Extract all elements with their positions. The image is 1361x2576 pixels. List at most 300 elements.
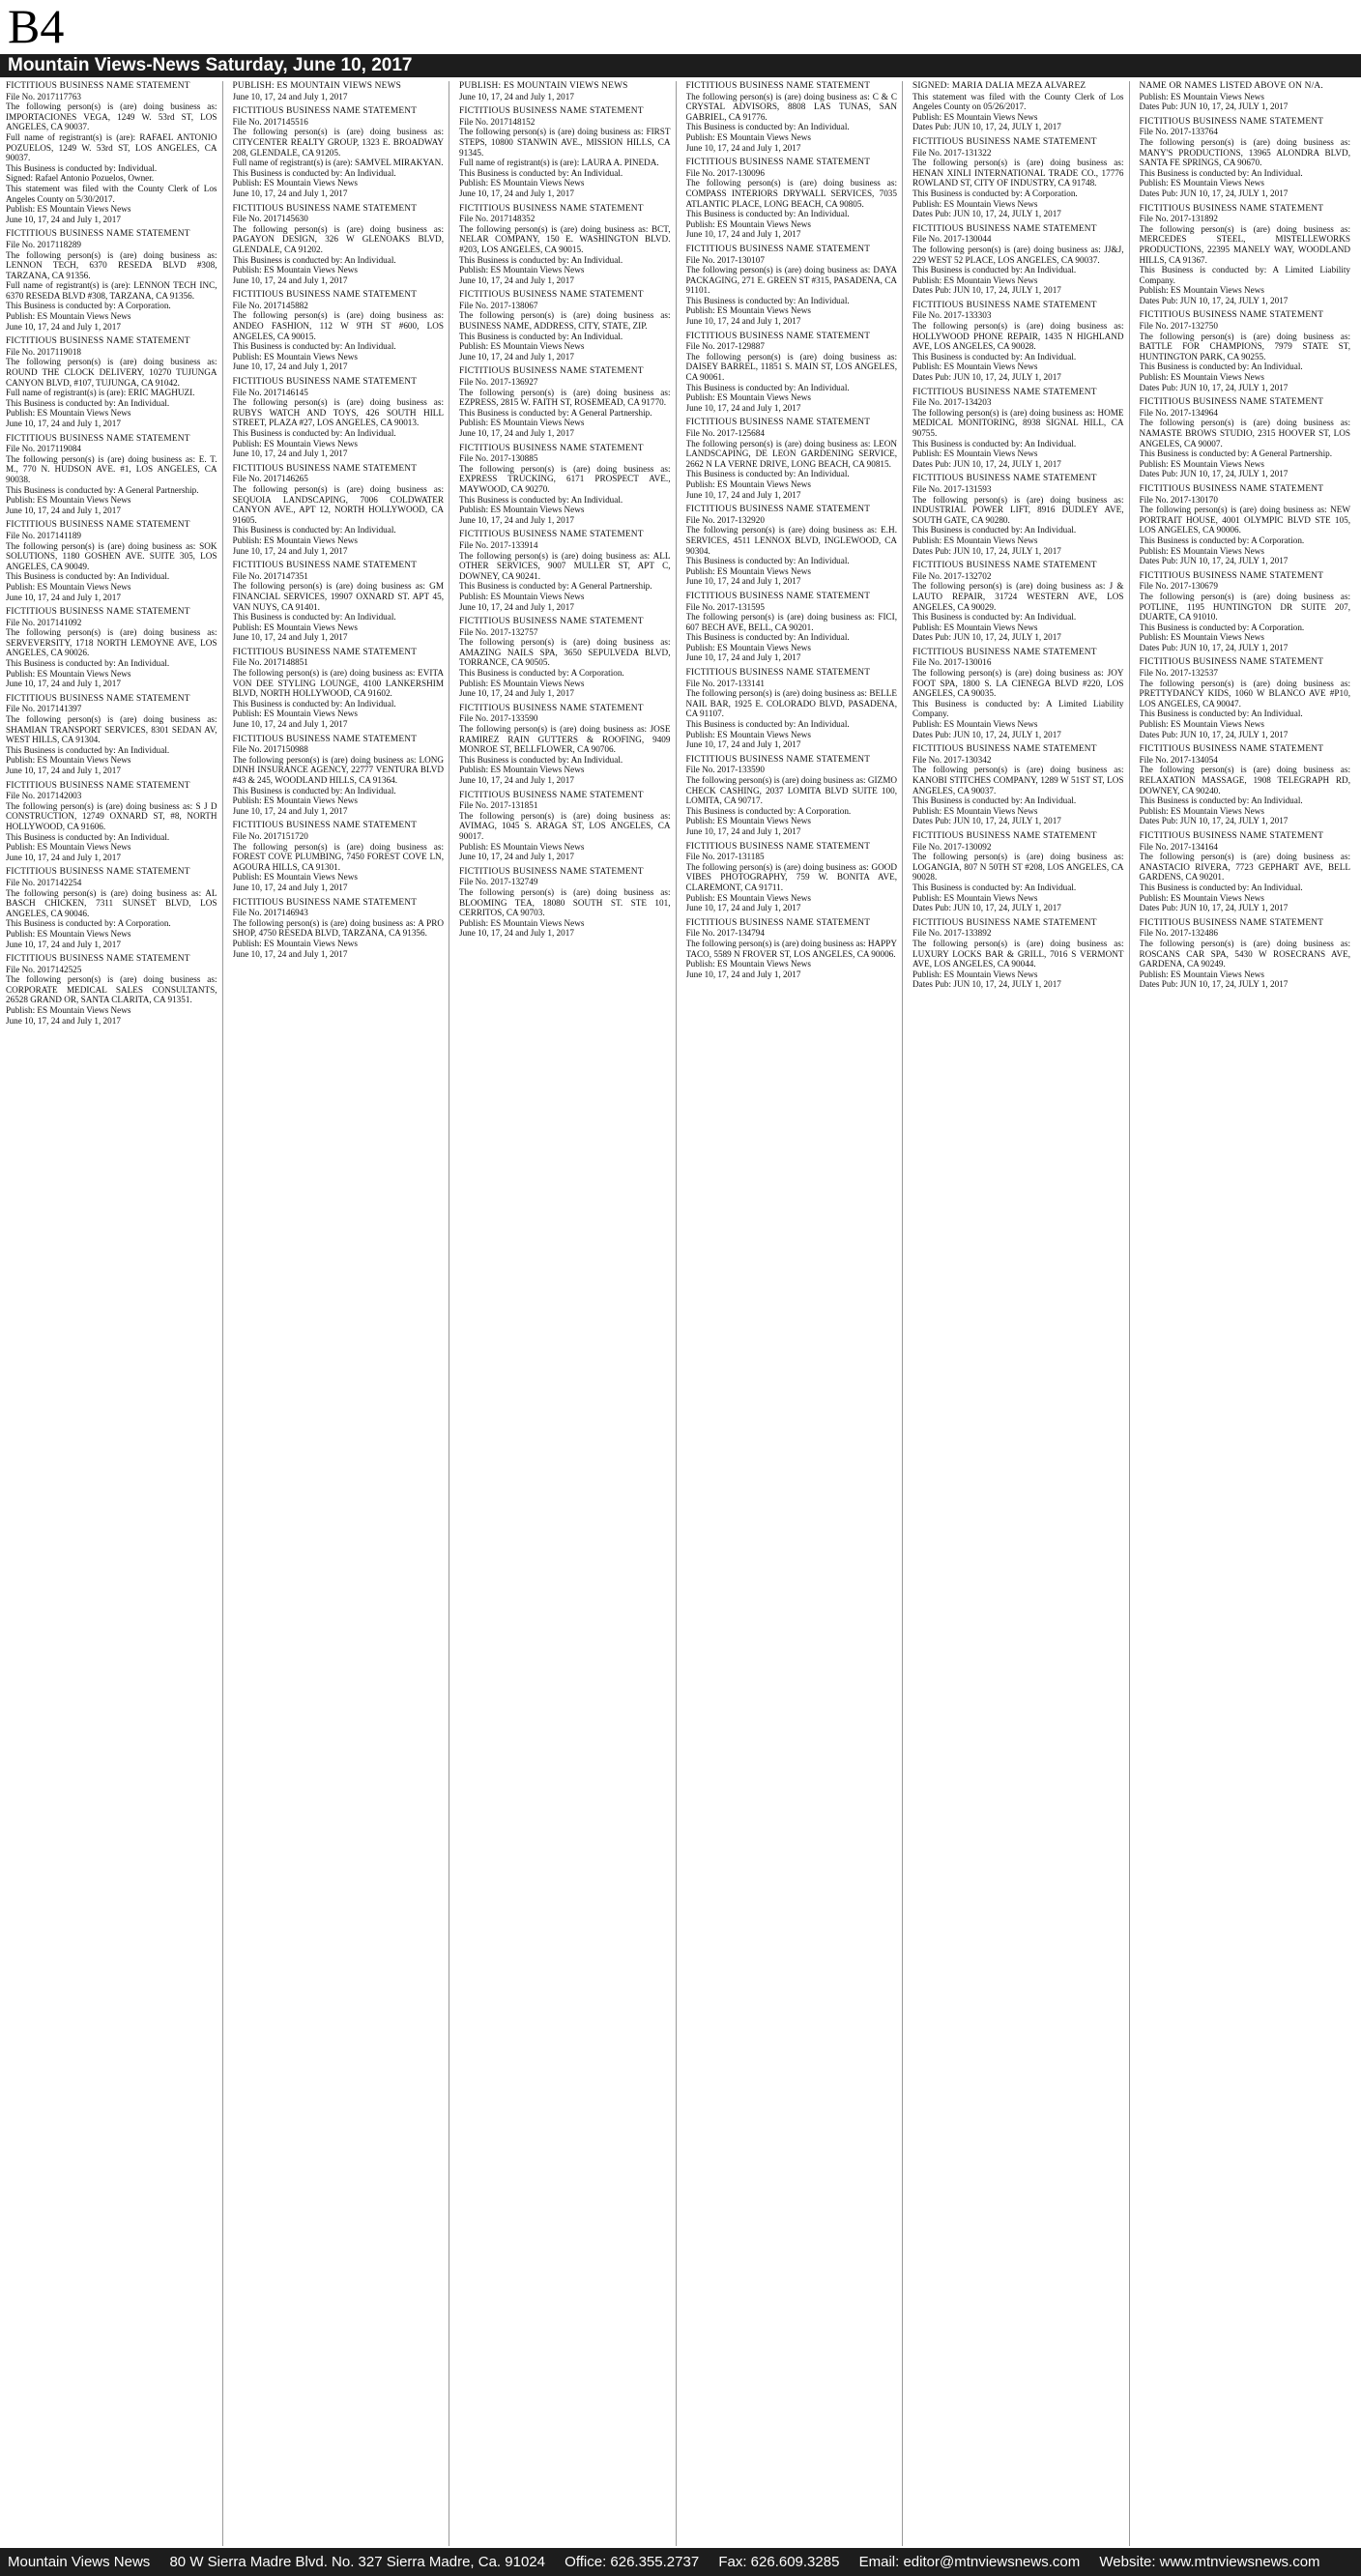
legal-notice: [1140, 204, 1351, 306]
notice-title: FICTITIOUS BUSINESS NAME STATEMENT: [459, 866, 644, 877]
notice-text: June 10, 17, 24 and July 1, 2017: [6, 939, 121, 949]
notice-text: File No. 2017-131593: [912, 483, 992, 494]
notice-text: Publish: ES Mountain Views News: [459, 841, 585, 852]
notice-title: FICTITIOUS BUSINESS NAME STATEMENT: [6, 433, 190, 444]
notice-text: This Business is conducted by: A Limited Liability Company.: [912, 698, 1124, 719]
notice-text: Publish: ES Mountain Views News: [232, 622, 358, 632]
notice-text: June 10, 17, 24 and July 1, 2017: [6, 1015, 121, 1026]
notice-text: This Business is conducted by: An Individual.: [685, 122, 850, 132]
notice-text: The following person(s) is (are) doing business as: A PRO SHOP, 4750 RESEDA BLVD, TARZANA, CA 91356.: [232, 917, 444, 939]
notice-text: File No. 2017148851: [232, 657, 308, 668]
legal-notice: [912, 81, 1124, 132]
notice-text: Publish: ES Mountain Views News: [459, 265, 585, 275]
legal-notice: [686, 592, 898, 663]
notice-text: This Business is conducted by: An Individual.: [232, 785, 396, 796]
notice-title: FICTITIOUS BUSINESS NAME STATEMENT: [912, 917, 1097, 928]
notice-text: Dates Pub: JUN 10, 17, 24, JULY 1, 2017: [1139, 469, 1289, 479]
notice-title: FICTITIOUS BUSINESS NAME STATEMENT: [912, 830, 1097, 841]
notice-title: FICTITIOUS BUSINESS NAME STATEMENT: [459, 290, 644, 301]
notice-text: June 10, 17, 24 and July 1, 2017: [685, 402, 801, 413]
notice-text: The following person(s) is (are) doing business as: FOREST COVE PLUMBING, 7450 FOREST COVE LN, AGOURA HILLS, CA 91301.: [232, 841, 444, 872]
notice-text: Full name of registrant(s) is (are): RAFAEL ANTONIO POZUELOS, 1249 W. 53rd ST, LOS ANGELES, CA 90037.: [6, 131, 217, 163]
notice-text: Publish: ES Mountain Views News: [912, 892, 1038, 903]
notice-text: Publish: ES Mountain Views News: [459, 178, 585, 188]
legal-notice: [6, 434, 217, 516]
notice-text: The following person(s) is (are) doing business as: S J D CONSTRUCTION, 12749 OXNARD ST, #8, NORTH HOLLYWOOD, CA 91606.: [6, 800, 217, 831]
notice-text: This Business is conducted by: An Individual.: [6, 831, 170, 842]
notice-text: Publish: ES Mountain Views News: [1139, 545, 1264, 556]
notice-text: This Business is conducted by: A Corporation.: [459, 668, 624, 679]
notice-text: File No. 2017-133590: [685, 765, 765, 775]
notice-text: Publish: ES Mountain Views News: [1139, 969, 1264, 979]
notice-text: This Business is conducted by: An Individual.: [459, 754, 623, 765]
notice-text: The following person(s) is (are) doing business as: RUBYS WATCH AND TOYS, 426 SOUTH HILL STREET, PLAZA #27, LOS ANGELES, CA 90013.: [232, 397, 444, 428]
notice-text: June 10, 17, 24 and July 1, 2017: [232, 805, 348, 816]
notice-text: This Business is conducted by: An Individual.: [685, 556, 850, 566]
notice-title: FICTITIOUS BUSINESS NAME STATEMENT: [459, 443, 644, 453]
notice-column: [233, 81, 450, 2546]
legal-notice: [6, 781, 217, 863]
notice-text: The following person(s) is (are) doing business as: BCT, NELAR COMPANY, 150 E. WASHINGTON BLVD. #203, LOS ANGELES, CA 90015.: [459, 223, 671, 254]
notice-text: The following person(s) is (are) doing business as: ROSCANS CAR SPA, 5430 W ROSECRANS AVE, GARDENA, CA 90249.: [1139, 938, 1350, 970]
notice-text: This Business is conducted by: An Individual.: [232, 167, 396, 178]
notice-text: File No. 2017-130679: [1139, 581, 1218, 592]
notice-text: This Business is conducted by: An Individual.: [912, 882, 1077, 892]
footer-fax: Fax: 626.609.3285: [718, 2554, 840, 2570]
notice-column: [686, 81, 904, 2546]
notice-text: Publish: ES Mountain Views News: [6, 581, 131, 592]
notice-title: PUBLISH: ES MOUNTAIN VIEWS NEWS: [459, 81, 628, 91]
notice-text: June 10, 17, 24 and July 1, 2017: [685, 142, 801, 153]
notice-title: NAME OR NAMES LISTED ABOVE ON N/A.: [1139, 81, 1323, 91]
notice-text: Publish: ES Mountain Views News: [1139, 458, 1264, 469]
legal-notice: [459, 204, 671, 286]
notice-text: Publish: ES Mountain Views News: [685, 642, 811, 652]
notice-text: Dates Pub: JUN 10, 17, 24, JULY 1, 2017: [1139, 382, 1289, 392]
notice-text: File No. 2017-134164: [1139, 841, 1218, 852]
notice-text: June 10, 17, 24 and July 1, 2017: [6, 505, 121, 515]
notice-text: This Business is conducted by: An Individual.: [6, 571, 170, 582]
notice-text: Publish: ES Mountain Views News: [6, 408, 131, 419]
notice-text: This Business is conducted by: An Individual.: [459, 331, 623, 341]
notice-text: June 10, 17, 24 and July 1, 2017: [232, 449, 348, 459]
notice-title: FICTITIOUS BUSINESS NAME STATEMENT: [685, 158, 871, 168]
notice-text: Publish: ES Mountain Views News: [912, 275, 1038, 285]
notice-title: FICTITIOUS BUSINESS NAME STATEMENT: [685, 754, 871, 765]
legal-notice: [459, 81, 671, 101]
legal-notice: [1140, 657, 1351, 739]
legal-notice: [1140, 310, 1351, 392]
notice-text: The following person(s) is (are) doing business as: LOGANGIA, 807 N 50TH ST #208, LOS ANGELES, CA 90028.: [912, 852, 1124, 883]
notice-text: June 10, 17, 24 and July 1, 2017: [685, 825, 801, 836]
notice-text: Publish: ES Mountain Views News: [912, 719, 1038, 730]
notice-text: This Business is conducted by: An Individual.: [912, 265, 1077, 275]
notice-title: FICTITIOUS BUSINESS NAME STATEMENT: [6, 954, 190, 965]
notice-title: FICTITIOUS BUSINESS NAME STATEMENT: [912, 223, 1097, 234]
notice-text: This Business is conducted by: An Individual.: [1139, 882, 1303, 892]
notice-text: Publish: ES Mountain Views News: [459, 418, 585, 428]
notice-text: Publish: ES Mountain Views News: [685, 131, 811, 142]
notice-title: FICTITIOUS BUSINESS NAME STATEMENT: [459, 203, 644, 214]
page-number: B4: [8, 0, 65, 53]
notice-title: PUBLISH: ES MOUNTAIN VIEWS NEWS: [232, 81, 402, 91]
legal-notice: [686, 245, 898, 327]
notice-text: June 10, 17, 24 and July 1, 2017: [459, 428, 574, 438]
legal-notice: [233, 106, 445, 198]
notice-title: FICTITIOUS BUSINESS NAME STATEMENT: [1139, 570, 1324, 581]
legal-notice: [912, 137, 1124, 219]
notice-text: June 10, 17, 24 and July 1, 2017: [685, 576, 801, 587]
notice-text: Publish: ES Mountain Views News: [6, 668, 131, 679]
notice-text: The following person(s) is (are) doing business as: SEQUOIA LANDSCAPING, 7006 COLDWATER CANYON AVE., APT 12, NORTH HOLLYWOOD, CA 91605.: [232, 483, 444, 525]
notice-title: FICTITIOUS BUSINESS NAME STATEMENT: [459, 106, 644, 117]
notice-text: File No. 2017151720: [232, 830, 308, 841]
legal-notice: [6, 81, 217, 224]
notice-text: The following person(s) is (are) doing business as: JOY FOOT SPA, 1800 S. LA CIENEGA BLVD #220, LOS ANGELES, CA 90035.: [912, 668, 1124, 699]
notice-text: Publish: ES Mountain Views News: [1139, 892, 1264, 903]
notice-title: FICTITIOUS BUSINESS NAME STATEMENT: [6, 520, 190, 531]
notice-text: June 10, 17, 24 and July 1, 2017: [232, 545, 348, 556]
notice-text: Dates Pub: JUN 10, 17, 24, JULY 1, 2017: [1139, 979, 1289, 990]
notice-text: File No. 2017-131185: [685, 852, 765, 862]
notice-text: The following person(s) is (are) doing business as: CORPORATE MEDICAL SALES CONSULTANTS, 26528 GRAND OR, SANTA CLARITA, CA 91351.: [6, 974, 217, 1005]
notice-text: Publish: ES Mountain Views News: [6, 204, 131, 215]
notice-text: This Business is conducted by: An Individual.: [912, 612, 1077, 622]
notice-text: The following person(s) is (are) doing business as: GM FINANCIAL SERVICES, 19907 OXNARD ST. APT 45, VAN NUYS, CA 91401.: [232, 581, 444, 612]
notice-text: Publish: ES Mountain Views News: [685, 892, 811, 903]
notice-text: File No. 2017-134203: [912, 397, 992, 408]
notice-text: June 10, 17, 24 and July 1, 2017: [685, 229, 801, 240]
notice-text: File No. 2017-136927: [459, 377, 538, 388]
notice-title: FICTITIOUS BUSINESS NAME STATEMENT: [232, 377, 418, 388]
notice-text: The following person(s) is (are) doing business as: COMPASS INTERIORS DRYWALL SERVICES, 7035 ATLANTIC PLACE, LONG BEACH, CA 90805.: [685, 178, 897, 209]
notice-text: The following person(s) is (are) doing business as: ANDEO FASHION, 112 W 9TH ST #600, LOS ANGELES, CA 90015.: [232, 310, 444, 341]
legal-notice: [1140, 81, 1351, 112]
notice-text: The following person(s) is (are) doing business as: J & LAUTO REPAIR, 31724 WESTERN AVE, LOS ANGELES, CA 90029.: [912, 581, 1124, 612]
notice-text: The following person(s) is (are) doing business as: ROUND THE CLOCK DELIVERY, 10270 TUJUNGA CANYON BLVD, #107, TUJUNGA, CA 91042.: [6, 357, 217, 388]
page-header: [0, 0, 1361, 77]
notice-text: Publish: ES Mountain Views News: [232, 438, 358, 449]
notice-text: This Business is conducted by: An Individual.: [232, 428, 396, 438]
notice-title: FICTITIOUS BUSINESS NAME STATEMENT: [685, 668, 871, 679]
notice-text: File No. 2017-134794: [685, 928, 765, 939]
notice-text: June 10, 17, 24 and July 1, 2017: [232, 188, 348, 198]
notice-text: The following person(s) is (are) doing business as: BLOOMING TEA, 18080 SOUTH ST. STE 101, CERRITOS, CA 90703.: [459, 886, 671, 918]
notice-text: Publish: ES Mountain Views News: [232, 709, 358, 719]
legal-notice: [6, 694, 217, 776]
notice-text: Dates Pub: JUN 10, 17, 24, JULY 1, 2017: [912, 209, 1061, 219]
notice-text: Publish: ES Mountain Views News: [232, 178, 358, 188]
notice-text: This Business is conducted by: An Individual.: [6, 744, 170, 755]
legal-notice: [912, 648, 1124, 739]
notice-text: Dates Pub: JUN 10, 17, 24, JULY 1, 2017: [1139, 816, 1289, 826]
notice-text: Dates Pub: JUN 10, 17, 24, JULY 1, 2017: [912, 979, 1061, 990]
notice-text: The following person(s) is (are) doing business as: IMPORTACIONES VEGA, 1249 W. 53rd ST, LOS ANGELES, CA 90037.: [6, 101, 217, 132]
notice-text: June 10, 17, 24 and July 1, 2017: [6, 592, 121, 602]
notice-text: The following person(s) is (are) doing business as: LEON LANDSCAPING, DE LEON GARDENING SERVICE, 2662 N LA VERNE DRIVE, LONG BEACH, CA 90815.: [685, 438, 897, 469]
notice-text: The following person(s) is (are) doing business as: EXPRESS TRUCKING, 6171 PROSPECT AVE., MAYWOOD, CA 90270.: [459, 463, 671, 494]
notice-text: Dates Pub: JUN 10, 17, 24, JULY 1, 2017: [1139, 188, 1289, 198]
notice-text: This Business is conducted by: An Individual.: [685, 632, 850, 643]
notice-text: This Business is conducted by: An Individual.: [232, 612, 396, 622]
notice-title: FICTITIOUS BUSINESS NAME STATEMENT: [459, 366, 644, 377]
legal-notice: [233, 377, 445, 459]
notice-text: Publish: ES Mountain Views News: [1139, 719, 1264, 730]
notice-text: Dates Pub: JUN 10, 17, 24, JULY 1, 2017: [912, 816, 1061, 826]
notice-title: FICTITIOUS BUSINESS NAME STATEMENT: [459, 790, 644, 800]
notice-text: June 10, 17, 24 and July 1, 2017: [685, 652, 801, 663]
notice-text: This Business is conducted by: An Individual.: [459, 494, 623, 505]
notice-title: FICTITIOUS BUSINESS NAME STATEMENT: [1139, 203, 1324, 214]
notice-text: The following person(s) is (are) doing business as: MANY'S PRODUCTIONS, 13965 ALONDRA BLVD, SANTA FE SPRINGS, CA 90670.: [1139, 136, 1350, 168]
notice-text: Signed: Rafael Antonio Pozuelos, Owner.: [6, 173, 155, 184]
notice-text: June 10, 17, 24 and July 1, 2017: [232, 91, 348, 101]
notice-text: This Business is conducted by: An Individual.: [1139, 167, 1303, 178]
notice-text: June 10, 17, 24 and July 1, 2017: [232, 632, 348, 643]
notice-text: The following person(s) is (are) doing business as: HOLLYWOOD PHONE REPAIR, 1435 N HIGHLAND AVE, LOS ANGELES, CA 90028.: [912, 321, 1124, 352]
notice-text: The following person(s) is (are) doing business as: HENAN XINLI INTERNATIONAL TRADE CO., 17776 ROWLAND ST, CITY OF INDUSTRY, CA 91748.: [912, 158, 1124, 188]
notice-title: SIGNED: MARIA DALIA MEZA ALVAREZ: [912, 81, 1086, 91]
notice-text: Publish: ES Mountain Views News: [459, 341, 585, 352]
notice-text: This Business is conducted by: A Corporation.: [912, 188, 1078, 198]
notice-text: This Business is conducted by: An Individual.: [685, 719, 850, 730]
notice-text: File No. 2017-133764: [1139, 127, 1218, 137]
notice-text: June 10, 17, 24 and July 1, 2017: [6, 852, 121, 862]
legal-notice: [1140, 484, 1351, 566]
notice-text: This Business is conducted by: A General Partnership.: [459, 581, 652, 592]
notice-text: This Business is conducted by: An Individual.: [1139, 796, 1303, 806]
legal-notice: [1140, 831, 1351, 913]
notice-text: This Business is conducted by: An Individual.: [912, 796, 1077, 806]
notice-text: Full name of registrant(s) is (are): LENNON TECH INC, 6370 RESEDA BLVD #308, TARZANA, CA 91356.: [6, 280, 217, 301]
legal-notice: [459, 704, 671, 786]
notice-text: June 10, 17, 24 and July 1, 2017: [6, 321, 121, 332]
notice-text: Dates Pub: JUN 10, 17, 24, JULY 1, 2017: [912, 372, 1061, 383]
legal-notice: [6, 229, 217, 332]
notice-title: FICTITIOUS BUSINESS NAME STATEMENT: [6, 867, 190, 878]
notice-text: Publish: ES Mountain Views News: [6, 928, 131, 939]
notice-text: June 10, 17, 24 and July 1, 2017: [685, 969, 801, 979]
notice-title: FICTITIOUS BUSINESS NAME STATEMENT: [912, 561, 1097, 571]
notice-text: File No. 2017-133914: [459, 539, 538, 550]
notice-title: FICTITIOUS BUSINESS NAME STATEMENT: [459, 703, 644, 713]
notice-text: June 10, 17, 24 and July 1, 2017: [459, 852, 574, 862]
legal-notice: [686, 842, 898, 913]
notice-text: Publish: ES Mountain Views News: [912, 969, 1038, 979]
legal-notice: [912, 918, 1124, 990]
notice-text: Dates Pub: JUN 10, 17, 24, JULY 1, 2017: [912, 729, 1061, 739]
notice-text: Dates Pub: JUN 10, 17, 24, JULY 1, 2017: [912, 122, 1061, 132]
notice-title: FICTITIOUS BUSINESS NAME STATEMENT: [685, 81, 871, 91]
notice-column: [1140, 81, 1356, 2546]
notice-text: File No. 2017-132749: [459, 877, 538, 887]
notice-title: FICTITIOUS BUSINESS NAME STATEMENT: [685, 591, 871, 601]
notice-title: FICTITIOUS BUSINESS NAME STATEMENT: [912, 744, 1097, 755]
notice-text: June 10, 17, 24 and July 1, 2017: [459, 601, 574, 612]
legal-notice: [459, 791, 671, 862]
notice-text: June 10, 17, 24 and July 1, 2017: [232, 948, 348, 959]
notice-text: Publish: ES Mountain Views News: [912, 622, 1038, 632]
notice-text: Publish: ES Mountain Views News: [232, 872, 358, 883]
notice-title: FICTITIOUS BUSINESS NAME STATEMENT: [685, 331, 871, 341]
notice-title: FICTITIOUS BUSINESS NAME STATEMENT: [6, 229, 190, 240]
notice-text: This Business is conducted by: An Individual.: [912, 351, 1077, 362]
notice-text: Publish: ES Mountain Views News: [459, 765, 585, 775]
notice-text: This Business is conducted by: An Individual.: [232, 254, 396, 265]
notice-text: File No. 2017-130107: [685, 254, 765, 265]
notice-text: The following person(s) is (are) doing business as: ANASTACIO RIVERA, 7723 GEPHART AVE, BELL GARDENS, CA 90201.: [1139, 852, 1350, 883]
notice-text: The following person(s) is (are) doing business as: GIZMO CHECK CASHING, 2037 LOMITA BLVD SUITE 100, LOMITA, CA 90717.: [685, 775, 897, 806]
notice-text: File No. 2017117763: [6, 91, 82, 101]
notice-text: Publish: ES Mountain Views News: [685, 816, 811, 826]
notice-text: June 10, 17, 24 and July 1, 2017: [232, 719, 348, 730]
notice-text: June 10, 17, 24 and July 1, 2017: [232, 882, 348, 892]
notice-text: The following person(s) is (are) doing business as: ALL OTHER SERVICES, 9007 MULLER ST, APT C, DOWNEY, CA 90241.: [459, 550, 671, 581]
notice-text: June 10, 17, 24 and July 1, 2017: [685, 316, 801, 327]
notice-title: FICTITIOUS BUSINESS NAME STATEMENT: [1139, 310, 1324, 321]
notice-text: Dates Pub: JUN 10, 17, 24, JULY 1, 2017: [1139, 295, 1289, 305]
notice-text: This Business is conducted by: An Individual.: [232, 341, 396, 352]
notice-text: The following person(s) is (are) doing business as: JOSE RAMIREZ RAIN GUTTERS & ROOFING, 9409 MONROE ST, BELLFLOWER, CA 90706.: [459, 724, 671, 755]
legal-notice: [459, 444, 671, 526]
notice-title: FICTITIOUS BUSINESS NAME STATEMENT: [232, 647, 418, 657]
legal-notice: [233, 821, 445, 892]
legal-notice: [233, 561, 445, 643]
notice-text: The following person(s) is (are) doing business as: E.H. SERVICES, 4511 LENNOX BLVD, INGLEWOOD, CA 90304.: [685, 525, 897, 556]
notice-text: Publish: ES Mountain Views News: [6, 755, 131, 766]
footer-office: Office: 626.355.2737: [565, 2554, 700, 2570]
notice-title: FICTITIOUS BUSINESS NAME STATEMENT: [232, 821, 418, 831]
notice-text: File No. 2017-133590: [459, 713, 538, 724]
notice-column: [459, 81, 677, 2546]
notice-text: Publish: ES Mountain Views News: [1139, 91, 1264, 101]
notice-text: Dates Pub: JUN 10, 17, 24, JULY 1, 2017: [1139, 729, 1289, 739]
notice-text: Publish: ES Mountain Views News: [912, 449, 1038, 459]
notice-title: FICTITIOUS BUSINESS NAME STATEMENT: [912, 387, 1097, 397]
notice-text: This Business is conducted by: An Individual.: [1139, 362, 1303, 372]
legal-notice: [459, 867, 671, 939]
notice-text: Full name of registrant(s) is (are): LAURA A. PINEDA.: [459, 158, 659, 168]
notice-text: June 10, 17, 24 and July 1, 2017: [685, 903, 801, 913]
notice-text: This Business is conducted by: A Limited Liability Company.: [1139, 265, 1350, 285]
notice-text: The following person(s) is (are) doing business as: LENNON TECH, 6370 RESEDA BLVD #308, TARZANA, CA 91356.: [6, 249, 217, 280]
notice-title: FICTITIOUS BUSINESS NAME STATEMENT: [912, 300, 1097, 310]
notice-text: The following person(s) is (are) doing business as: BUSINESS NAME, ADDRESS, CITY, STATE, ZIP.: [459, 310, 671, 332]
legal-notice: [686, 81, 898, 153]
notice-text: File No. 2017-130096: [685, 167, 765, 178]
notice-text: June 10, 17, 24 and July 1, 2017: [459, 688, 574, 699]
notice-text: File No. 2017-129887: [685, 341, 765, 352]
notice-title: FICTITIOUS BUSINESS NAME STATEMENT: [232, 290, 418, 301]
legal-notice: [912, 831, 1124, 913]
notice-text: File No. 2017-133303: [912, 310, 992, 321]
legal-notice: [6, 954, 217, 1026]
notice-text: The following person(s) is (are) doing business as: EZPRESS, 2815 W. FAITH ST, ROSEMEAD, CA 91770.: [459, 387, 671, 408]
notice-text: This Business is conducted by: An Individual.: [685, 209, 850, 219]
notice-text: The following person(s) is (are) doing business as: GOOD VIBES PHOTOGRAPHY, 759 W. BONITA AVE, CLAREMONT, CA 91711.: [685, 861, 897, 892]
notice-text: June 10, 17, 24 and July 1, 2017: [459, 928, 574, 939]
notice-text: Publish: ES Mountain Views News: [1139, 178, 1264, 188]
notice-title: FICTITIOUS BUSINESS NAME STATEMENT: [685, 917, 871, 928]
legal-notice: [686, 918, 898, 980]
notice-text: This Business is conducted by: An Individual.: [685, 295, 850, 305]
notice-text: The following person(s) is (are) doing business as: INDUSTRIAL POWER LIFT, 8916 DUDLEY AVE, SOUTH GATE, CA 90280.: [912, 494, 1124, 525]
notice-text: The following person(s) is (are) doing business as: AL BASCH CHICKEN, 7311 SUNSET BLVD, LOS ANGELES, CA 90046.: [6, 887, 217, 918]
notice-text: Publish: ES Mountain Views News: [685, 392, 811, 403]
notice-text: June 10, 17, 24 and July 1, 2017: [459, 275, 574, 285]
notice-text: Publish: ES Mountain Views News: [6, 495, 131, 506]
notice-title: FICTITIOUS BUSINESS NAME STATEMENT: [912, 647, 1097, 657]
notice-text: The following person(s) is (are) doing business as: EVITA VON DEE STYLING LOUNGE, 4100 LANKERSHIM BLVD, NORTH HOLLYWOOD, CA 91602.: [232, 668, 444, 699]
notice-title: FICTITIOUS BUSINESS NAME STATEMENT: [1139, 483, 1324, 494]
notice-text: Dates Pub: JUN 10, 17, 24, JULY 1, 2017: [912, 545, 1061, 556]
legal-notice: [459, 617, 671, 699]
notice-text: This Business is conducted by: A General Partnership.: [1139, 449, 1333, 459]
notice-title: FICTITIOUS BUSINESS NAME STATEMENT: [1139, 830, 1324, 841]
notice-text: File No. 2017142525: [6, 964, 82, 974]
notice-text: The following person(s) is (are) doing business as: BELLE NAIL BAR, 1925 E. COLORADO BLVD, PASADENA, CA 91107.: [685, 688, 897, 719]
notice-text: File No. 2017145882: [232, 300, 308, 310]
legal-notice: [459, 530, 671, 612]
notice-text: File No. 2017145630: [232, 214, 308, 224]
notice-text: File No. 2017148152: [459, 116, 536, 127]
notice-text: The following person(s) is (are) doing business as: C & C CRYSTAL ADVISORS, 8808 LAS TUNAS, SAN GABRIEL, CA 91776.: [685, 91, 897, 122]
notice-title: FICTITIOUS BUSINESS NAME STATEMENT: [1139, 397, 1324, 408]
notice-text: File No. 2017-130342: [912, 754, 992, 765]
notice-text: This Business is conducted by: An Individual.: [6, 658, 170, 669]
notice-title: FICTITIOUS BUSINESS NAME STATEMENT: [459, 617, 644, 627]
notice-text: Publish: ES Mountain Views News: [912, 805, 1038, 816]
notice-text: The following person(s) is (are) doing business as: DAISEY BARREL, 11851 S. MAIN ST, LOS ANGELES, CA 90061.: [685, 351, 897, 383]
notice-text: Publish: ES Mountain Views News: [1139, 372, 1264, 383]
notice-column: [6, 81, 223, 2546]
notice-text: Publish: ES Mountain Views News: [912, 111, 1038, 122]
notice-text: The following person(s) is (are) doing business as: FICI, 607 BECH AVE, BELL, CA 90201.: [685, 612, 897, 632]
notice-text: Publish: ES Mountain Views News: [232, 796, 358, 806]
notice-title: FICTITIOUS BUSINESS NAME STATEMENT: [1139, 917, 1324, 928]
footer-email[interactable]: Email: editor@mtnviewsnews.com: [858, 2554, 1081, 2570]
legal-notice: [6, 336, 217, 428]
notice-text: This Business is conducted by: An Individual.: [685, 469, 850, 479]
footer-website[interactable]: Website: www.mtnviewsnews.com: [1099, 2554, 1320, 2570]
notice-title: FICTITIOUS BUSINESS NAME STATEMENT: [6, 336, 190, 347]
notice-text: June 10, 17, 24 and July 1, 2017: [232, 362, 348, 372]
notice-text: File No. 2017146943: [232, 908, 308, 918]
legal-notice: [686, 505, 898, 587]
notice-title: FICTITIOUS BUSINESS NAME STATEMENT: [685, 505, 871, 515]
notice-text: Publish: ES Mountain Views News: [232, 265, 358, 275]
notice-text: Publish: ES Mountain Views News: [685, 959, 811, 970]
notice-text: This Business is conducted by: An Individual.: [232, 698, 396, 709]
notice-text: File No. 2017142254: [6, 877, 82, 887]
notice-text: File No. 2017119018: [6, 346, 82, 357]
notice-text: The following person(s) is (are) doing business as: LUXURY LOCKS BAR & GRILL, 7016 S VERMONT AVE, LOS ANGELES, CA 90044.: [912, 938, 1124, 970]
notice-text: Dates Pub: JUN 10, 17, 24, JULY 1, 2017: [912, 903, 1061, 913]
notice-text: File No. 2017-134054: [1139, 754, 1218, 765]
notice-text: The following person(s) is (are) doing business as: PRETTYDANCY KIDS, 1060 W BLANCO AVE #P10, LOS ANGELES, CA 90047.: [1139, 678, 1350, 709]
notice-text: Publish: ES Mountain Views News: [6, 311, 131, 322]
legal-notice: [233, 648, 445, 730]
legal-notice: [233, 204, 445, 286]
legal-notice: [1140, 918, 1351, 990]
notice-text: June 10, 17, 24 and July 1, 2017: [459, 188, 574, 198]
notice-text: The following person(s) is (are) doing business as: AMAZING NAILS SPA, 3650 SEPULVEDA BLVD, TORRANCE, CA 90505.: [459, 637, 671, 668]
notice-text: The following person(s) is (are) doing business as: NEW PORTRAIT HOUSE, 4001 OLYMPIC BLVD STE 105, LOS ANGELES, CA 90006.: [1139, 505, 1350, 535]
notice-text: Full name of registrant(s) is (are): ERIC MAGHUZI.: [6, 388, 195, 398]
notice-text: File No. 2017-130016: [912, 657, 992, 668]
notice-text: Publish: ES Mountain Views News: [685, 478, 811, 489]
notice-text: Dates Pub: JUN 10, 17, 24, JULY 1, 2017: [1139, 556, 1289, 566]
